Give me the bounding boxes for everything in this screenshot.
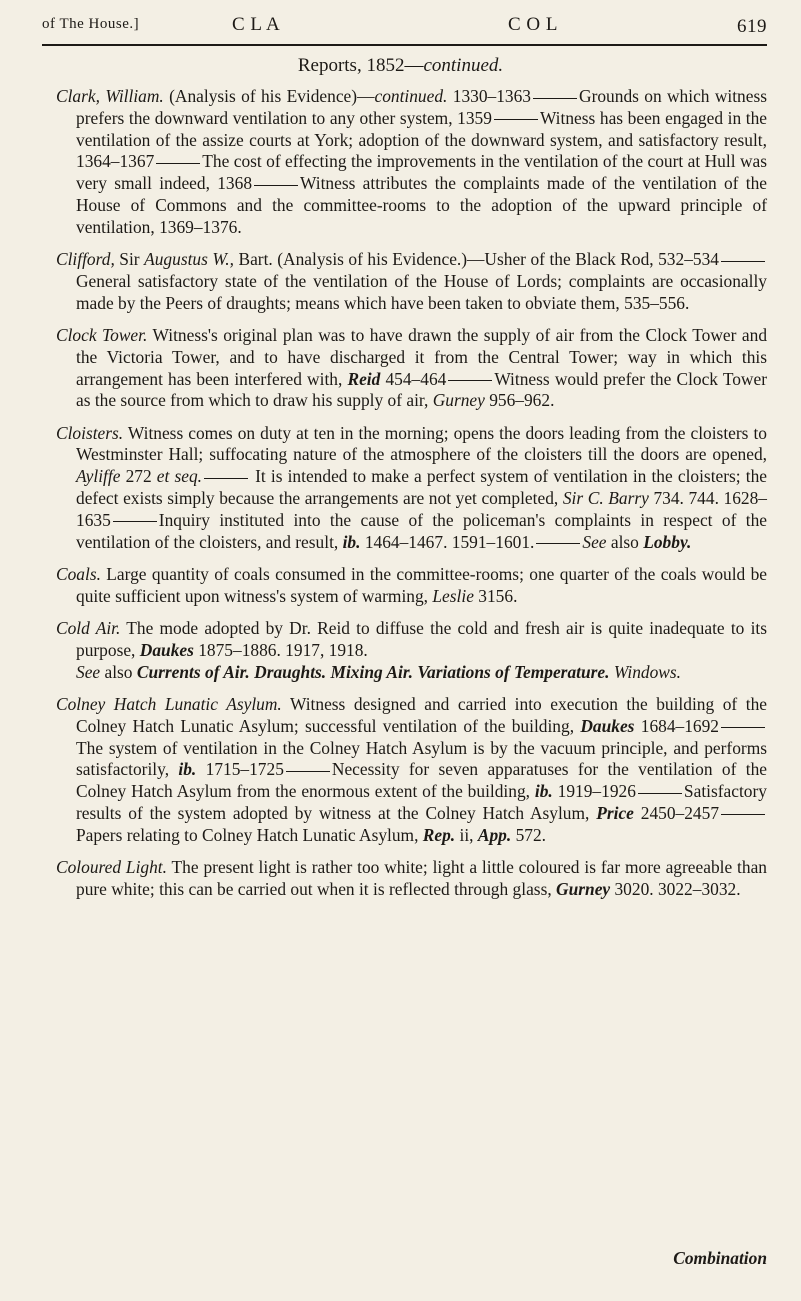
entry-keyword: Coals. [56, 563, 101, 584]
entry-text: It is intended to make a perfect system of ventilation in the cloisters; the defect exists simply because the arrangements are not yet completed, [76, 466, 768, 509]
entry-dash [721, 814, 765, 815]
entry-keyword: Cloisters. [56, 422, 124, 443]
entry-text: 272 [120, 466, 157, 487]
index-entry [56, 857, 767, 901]
entry-text: Witness would prefer the Clock Tower as the source from which to draw his supply of air, [76, 368, 768, 411]
entry-text: 1919–1926 [552, 781, 636, 802]
entry-text: The cost of effecting the improvements in the ventilation of the court at Hull was very small indeed, 1368 [76, 151, 767, 194]
entry-reference: See [76, 661, 101, 682]
header-left: of The House.] [42, 16, 140, 32]
entry-text: Sir [114, 249, 145, 270]
entry-dash [286, 771, 330, 772]
entry-reference: Rep. [422, 824, 456, 845]
index-entry [56, 325, 767, 412]
entry-reference: Reid [347, 368, 381, 389]
entry-text: Satisfactory results of the system adopted by witness at the Colney Hatch Asylum, [76, 781, 767, 823]
entry-dash [536, 543, 580, 544]
entry-text: Witness attributes the complaints made of the ventilation of the House of Commons and the committee-rooms to the adoption of the upward principle of ventilation, 1369–1376. [76, 173, 768, 237]
entry-dash [533, 98, 577, 99]
index-entry [56, 694, 767, 847]
entry-text: Grounds on which witness prefers the downward ventilation to any other system, 1359 [76, 86, 767, 128]
entry-text: also [606, 531, 644, 552]
entry-reference: et seq. [156, 466, 202, 487]
entry-keyword: Clark, [56, 86, 100, 106]
entry-reference: Ayliffe [76, 466, 121, 487]
entry-text: 1330–1363 [447, 86, 532, 106]
entry-keyword: Clifford, [56, 249, 115, 270]
entry-text: 1875–1886. 1917, 1918. [193, 639, 368, 660]
entry-reference: ib. [178, 759, 197, 780]
entry-dash [254, 185, 298, 186]
entry-reference: Windows. [613, 661, 682, 682]
entry-keyword: Colney Hatch Lunatic Asylum. [56, 693, 282, 714]
subheading-continued: continued. [423, 55, 504, 76]
entry-reference: Gurney [432, 390, 485, 411]
entry-text: 1684–1692 [634, 715, 720, 736]
subheading-main: Reports, 1852— [297, 55, 424, 76]
entry-text: Inquiry instituted into the cause of the policeman's complaints in respect of the ventilation of the cloisters, and result, [76, 509, 767, 552]
entry-reference: Price [596, 802, 634, 823]
entry-text: Bart. (Analysis of his Evidence.)—Usher of the Black Rod, 532–534 [233, 249, 719, 270]
entry-text: 1715–1725 [196, 759, 284, 780]
entry-text: Necessity for seven apparatuses for the ventilation of the Colney Hatch Asylum from the enormous extent of the building, [76, 759, 767, 802]
entry-keyword: Clock Tower. [56, 324, 148, 345]
entry-text: The system of ventilation in the Colney Hatch Asylum is by the vacuum principle, and performs satisfactorily, [76, 737, 767, 780]
entry-reference: App. [477, 824, 512, 845]
header-last-term: C O L [508, 14, 558, 35]
entry-dash [448, 380, 492, 381]
entry-reference: William. [105, 86, 164, 106]
entry-reference: Daukes [139, 639, 194, 660]
index-entry [56, 618, 767, 683]
entry-reference: Draughts. [254, 661, 327, 682]
entry-reference: See [582, 531, 607, 552]
entry-text: Witness's original plan was to have drawn the supply of air from the Clock Tower and the Victoria Tower, and to have discharged it from the Central Tower; way in which this arrangement has been interfered with, [76, 324, 768, 389]
index-entry [56, 249, 767, 314]
entry-dash [721, 261, 765, 262]
entry-text: Witness comes on duty at ten in the morning; opens the doors leading from the cloisters to Westminster Hall; suffocating nature of the atmosphere of the cloisters till the doors are opened, [76, 422, 767, 465]
entry-reference: Gurney [556, 878, 611, 899]
entry-text: Papers relating to Colney Hatch Lunatic Asylum, [76, 824, 423, 845]
entry-reference: Leslie [432, 585, 474, 606]
entry-text: Large quantity of coals consumed in the committee-rooms; one quarter of the coals would be quite sufficient upon witness's system of warming, [76, 563, 767, 606]
section-subheading [0, 55, 801, 77]
entry-reference: Sir C. Barry [562, 488, 649, 509]
running-header [42, 14, 767, 38]
entry-text: The present light is rather too white; light a little coloured is far more agreeable than pure white; this can be carried out when it is reflected through glass, [76, 857, 767, 899]
entry-text: Witness has been engaged in the ventilation of the assize courts at York; adoption of the downward system, and satisfactory result, 1364–1367 [76, 107, 767, 172]
entry-dash [721, 727, 765, 728]
entry-text: (Analysis of his Evidence)— [163, 86, 375, 106]
index-entry [56, 423, 767, 554]
entry-dash [113, 521, 157, 522]
entry-text: 572. [511, 824, 546, 845]
entry-dash [638, 793, 682, 794]
entry-keyword: Cold Air. [56, 618, 121, 639]
entry-reference: Mixing Air. [330, 661, 413, 682]
entry-text: 454–464 [380, 368, 447, 389]
entry-reference: continued. [374, 86, 448, 106]
entry-reference: Daukes [580, 715, 635, 736]
entry-text: 2450–2457 [633, 802, 720, 823]
entry-text: also [100, 661, 137, 682]
page-number: 619 [737, 16, 767, 37]
index-entry [56, 564, 767, 608]
entry-dash [156, 163, 200, 164]
index-entry [56, 86, 767, 239]
entry-reference: Currents of Air. [136, 661, 250, 682]
entry-text: 1464–1467. 1591–1601. [360, 531, 535, 552]
entry-reference: ib. [534, 781, 553, 802]
entry-text: 734. 744. 1628–1635 [76, 488, 767, 530]
entry-text: 3020. 3022–3032. [610, 878, 741, 899]
entry-reference: Augustus W., [144, 249, 234, 270]
header-first-term: C L A [232, 14, 281, 35]
entry-text: 3156. [473, 585, 518, 606]
header-rule [42, 44, 767, 46]
entry-text: ii, [455, 824, 478, 845]
entry-reference: ib. [342, 531, 361, 552]
entry-dash [494, 119, 538, 120]
entry-text: General satisfactory state of the ventilation of the House of Lords; complaints are occasionally made by the Peers of draughts; means which have been taken to obviate them, 535–556. [76, 270, 767, 313]
entry-reference: Variations of Temperature. [417, 661, 610, 682]
entry-text: Witness designed and carried into execution the building of the Colney Hatch Lunatic Asylum; successful ventilation of the building, [76, 693, 768, 736]
entry-text: The mode adopted by Dr. Reid to diffuse the cold and fresh air is quite inadequate to its purpose, [76, 618, 767, 660]
entry-keyword: Coloured Light. [56, 857, 167, 877]
catchword: Combination [673, 1248, 767, 1268]
index-entries [56, 86, 767, 911]
entry-dash [204, 478, 248, 479]
entry-reference: Lobby. [643, 531, 692, 552]
entry-text: 956–962. [484, 390, 555, 411]
